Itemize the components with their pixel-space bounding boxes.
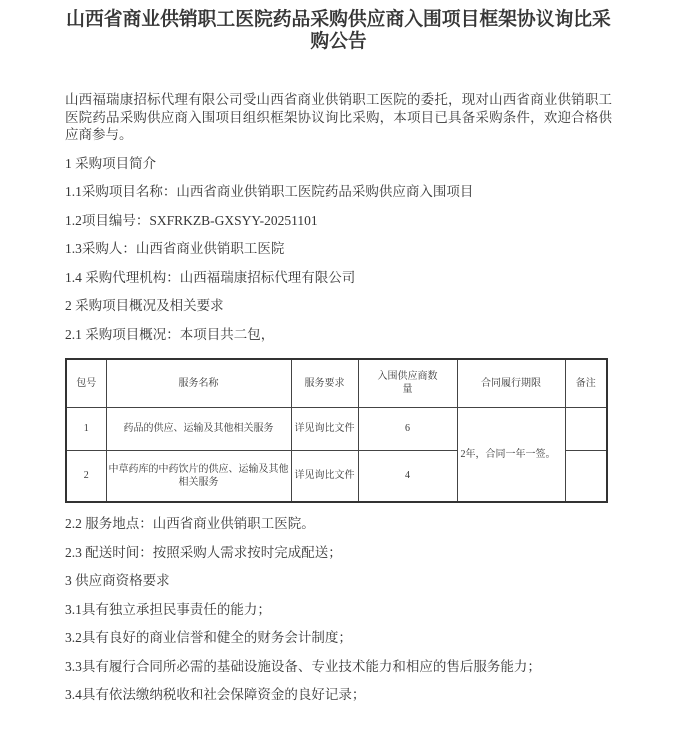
packages-table (65, 358, 608, 503)
table-row (66, 407, 607, 450)
cell-package-no: 1 (66, 407, 106, 450)
item-qualification-3-2: 3.2具有良好的商业信誉和健全的财务会计制度； (65, 630, 352, 645)
item-project-name: 1.1采购项目名称：山西省商业供销职工医院药品采购供应商入围项目 (65, 184, 474, 199)
col-header-package-no: 包号 (66, 359, 106, 407)
cell-contract-term: 2年，合同一年一签。 (457, 407, 565, 502)
cell-supplier-count: 4 (358, 450, 457, 502)
item-qualification-3-4: 3.4具有依法缴纳税收和社会保障资金的良好记录； (65, 687, 366, 702)
document-title: 山西省商业供销职工医院药品采购供应商入围项目框架协议询比采购公告 (66, 9, 611, 52)
item-qualification-3-1: 3.1具有独立承担民事责任的能力； (65, 601, 271, 617)
col-header-service-name: 服务名称 (106, 359, 291, 407)
col-header-service-requirement: 服务要求 (291, 359, 358, 407)
section-1-heading: 1 采购项目简介 (65, 155, 157, 171)
item-project-overview: 2.1 采购项目概况：本项目共二包， (65, 326, 275, 342)
col-header-supplier-count: 入围供应商数量 (358, 359, 457, 407)
col-header-remark: 备注 (565, 359, 607, 407)
item-procurement-agency: 1.4 采购代理机构：山西福瑞康招标代理有限公司 (65, 269, 356, 285)
item-project-number: 1.2项目编号：SXFRKZB-GXSYY-20251101 (65, 212, 318, 228)
cell-remark (565, 407, 607, 450)
intro-paragraph: 山西福瑞康招标代理有限公司受山西省商业供销职工医院的委托，现对山西省商业供销职工医院药品采购供应商入围项目组织框架协议询比采购，本项目已具备采购条件，欢迎合格供应商参与。 (65, 92, 612, 142)
cell-service-name: 药品的供应、运输及其他相关服务 (106, 407, 291, 450)
cell-supplier-count: 6 (358, 407, 457, 450)
cell-service-requirement: 详见询比文件 (291, 450, 358, 502)
cell-service-name: 中草药库的中药饮片的供应、运输及其他相关服务 (106, 450, 291, 502)
item-delivery-time: 2.3 配送时间：按照采购人需求按时完成配送； (65, 544, 342, 560)
item-service-location: 2.2 服务地点：山西省商业供销职工医院。 (65, 516, 315, 531)
cell-service-requirement: 详见询比文件 (291, 407, 358, 450)
cell-package-no: 2 (66, 450, 106, 502)
table-header-row (66, 359, 607, 407)
item-purchaser: 1.3采购人：山西省商业供销职工医院 (65, 241, 285, 256)
item-qualification-3-3: 3.3具有履行合同所必需的基础设施设备、专业技术能力和相应的售后服务能力； (65, 658, 541, 674)
col-header-contract-term: 合同履行期限 (457, 359, 565, 407)
cell-remark (565, 450, 607, 502)
section-3-heading: 3 供应商资格要求 (65, 573, 170, 588)
section-2-heading: 2 采购项目概况及相关要求 (65, 298, 224, 313)
